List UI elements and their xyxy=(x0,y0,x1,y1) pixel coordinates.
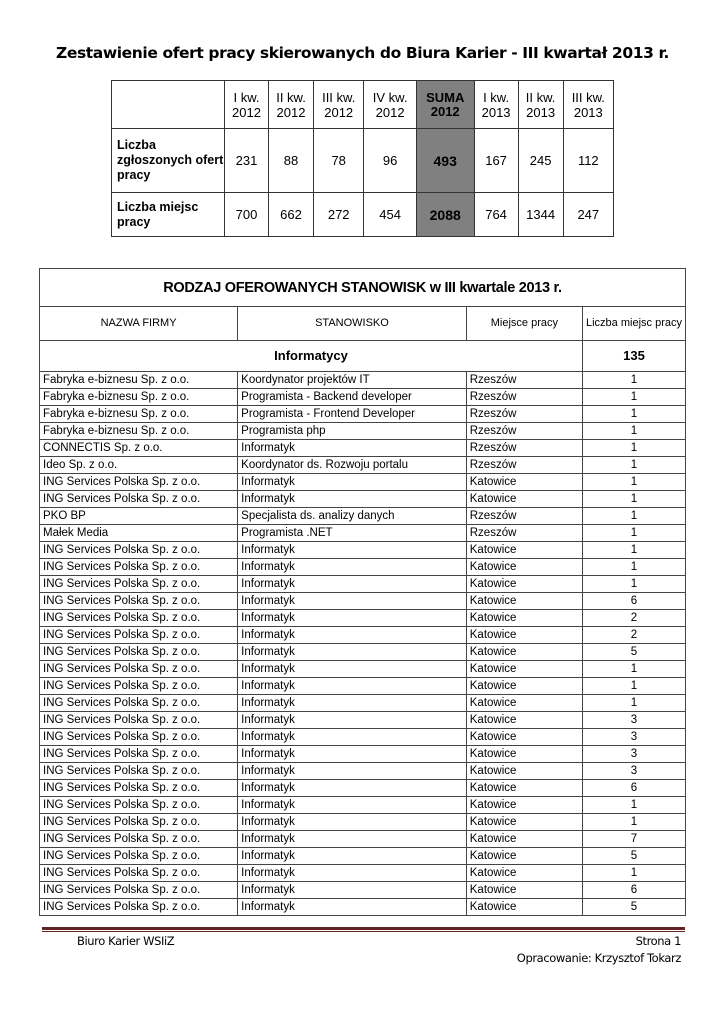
position-cell: Specjalista ds. analizy danych xyxy=(238,508,467,525)
location-cell: Rzeszów xyxy=(466,508,582,525)
company-cell: ING Services Polska Sp. z o.o. xyxy=(40,559,238,576)
column-year: 2012 xyxy=(232,104,261,120)
table-row xyxy=(40,746,686,763)
summary-table xyxy=(111,80,614,237)
table-row xyxy=(40,593,686,610)
position-cell: Informatyk xyxy=(238,559,467,576)
position-cell: Informatyk xyxy=(238,678,467,695)
position-cell: Informatyk xyxy=(238,763,467,780)
table-row xyxy=(40,797,686,814)
count-cell: 1 xyxy=(583,406,686,423)
table-row xyxy=(40,491,686,508)
position-cell: Informatyk xyxy=(238,746,467,763)
position-cell: Informatyk xyxy=(238,899,467,916)
position-cell: Koordynator projektów IT xyxy=(238,372,467,389)
location-cell: Katowice xyxy=(466,814,582,831)
count-cell: 1 xyxy=(583,695,686,712)
company-cell: ING Services Polska Sp. z o.o. xyxy=(40,661,238,678)
table-row xyxy=(40,848,686,865)
count-cell: 1 xyxy=(583,508,686,525)
table-row xyxy=(40,661,686,678)
location-cell: Rzeszów xyxy=(466,457,582,474)
summary-total-cell: 2088 xyxy=(416,193,474,237)
column-year: 2013 xyxy=(481,104,511,120)
summary-value-cell: 96 xyxy=(364,129,416,193)
table-row xyxy=(40,644,686,661)
table-row xyxy=(40,406,686,423)
company-cell: Małek Media xyxy=(40,525,238,542)
header-position: STANOWISKO xyxy=(238,307,467,341)
table-row xyxy=(40,763,686,780)
count-cell: 1 xyxy=(583,661,686,678)
company-cell: PKO BP xyxy=(40,508,238,525)
count-cell: 5 xyxy=(583,848,686,865)
footer-rule xyxy=(42,927,685,930)
location-cell: Katowice xyxy=(466,559,582,576)
summary-value-cell: 112 xyxy=(563,129,613,193)
location-cell: Katowice xyxy=(466,593,582,610)
company-cell: ING Services Polska Sp. z o.o. xyxy=(40,474,238,491)
column-period: I kw. xyxy=(483,89,510,105)
company-cell: ING Services Polska Sp. z o.o. xyxy=(40,610,238,627)
count-cell: 1 xyxy=(583,491,686,508)
column-period: II kw. xyxy=(525,89,556,105)
count-cell: 1 xyxy=(583,865,686,882)
company-cell: Fabryka e-biznesu Sp. z o.o. xyxy=(40,372,238,389)
location-cell: Katowice xyxy=(466,712,582,729)
footer-rule-thin xyxy=(42,931,685,932)
summary-column-header xyxy=(269,81,314,129)
location-cell: Rzeszów xyxy=(466,525,582,542)
count-cell: 1 xyxy=(583,372,686,389)
company-cell: Ideo Sp. z o.o. xyxy=(40,457,238,474)
summary-value-cell: 78 xyxy=(314,129,364,193)
column-year: 2013 xyxy=(573,104,603,120)
table-row xyxy=(40,474,686,491)
column-year: 2012 xyxy=(276,104,306,120)
summary-column-header xyxy=(225,81,269,129)
company-cell: ING Services Polska Sp. z o.o. xyxy=(40,882,238,899)
table-row xyxy=(40,712,686,729)
category-row xyxy=(40,341,686,372)
count-cell: 3 xyxy=(583,729,686,746)
position-cell: Informatyk xyxy=(238,491,467,508)
count-cell: 1 xyxy=(583,542,686,559)
positions-table xyxy=(39,268,686,916)
count-cell: 1 xyxy=(583,576,686,593)
company-cell: ING Services Polska Sp. z o.o. xyxy=(40,865,238,882)
company-cell: ING Services Polska Sp. z o.o. xyxy=(40,542,238,559)
summary-row-label: Liczba zgłoszonych ofert pracy xyxy=(112,129,225,193)
table-row xyxy=(40,695,686,712)
summary-value-cell: 231 xyxy=(225,129,269,193)
table-row xyxy=(40,559,686,576)
count-cell: 1 xyxy=(583,457,686,474)
summary-column-header xyxy=(563,81,613,129)
count-cell: 3 xyxy=(583,746,686,763)
table-row xyxy=(40,831,686,848)
table-row xyxy=(40,678,686,695)
summary-header-row xyxy=(112,81,614,129)
position-cell: Koordynator ds. Rozwoju portalu xyxy=(238,457,467,474)
count-cell: 2 xyxy=(583,610,686,627)
position-cell: Informatyk xyxy=(238,780,467,797)
company-cell: ING Services Polska Sp. z o.o. xyxy=(40,848,238,865)
table-row xyxy=(40,627,686,644)
company-cell: ING Services Polska Sp. z o.o. xyxy=(40,644,238,661)
table-row xyxy=(40,576,686,593)
positions-header-row xyxy=(40,307,686,341)
summary-column-header xyxy=(416,81,474,129)
header-count: Liczba miejsc pracy xyxy=(583,307,686,341)
summary-value-cell: 454 xyxy=(364,193,416,237)
column-period: SUMA xyxy=(426,89,465,105)
count-cell: 6 xyxy=(583,780,686,797)
footer-author: Opracowanie: Krzysztof Tokarz xyxy=(516,951,681,965)
summary-row xyxy=(112,193,614,237)
column-year: 2012 xyxy=(430,103,460,119)
location-cell: Katowice xyxy=(466,695,582,712)
table-row xyxy=(40,389,686,406)
company-cell: ING Services Polska Sp. z o.o. xyxy=(40,763,238,780)
summary-row xyxy=(112,129,614,193)
location-cell: Rzeszów xyxy=(466,440,582,457)
table-row xyxy=(40,542,686,559)
company-cell: ING Services Polska Sp. z o.o. xyxy=(40,576,238,593)
summary-column-header xyxy=(474,81,518,129)
column-year: 2013 xyxy=(526,104,556,120)
company-cell: ING Services Polska Sp. z o.o. xyxy=(40,780,238,797)
summary-value-cell: 245 xyxy=(518,129,563,193)
count-cell: 1 xyxy=(583,423,686,440)
position-cell: Informatyk xyxy=(238,627,467,644)
position-cell: Informatyk xyxy=(238,695,467,712)
table-row xyxy=(40,423,686,440)
summary-column-header xyxy=(364,81,416,129)
count-cell: 6 xyxy=(583,882,686,899)
location-cell: Katowice xyxy=(466,644,582,661)
count-cell: 1 xyxy=(583,814,686,831)
position-cell: Informatyk xyxy=(238,865,467,882)
company-cell: ING Services Polska Sp. z o.o. xyxy=(40,593,238,610)
category-name: Informatycy xyxy=(40,341,583,372)
summary-value-cell: 1344 xyxy=(518,193,563,237)
location-cell: Katowice xyxy=(466,746,582,763)
location-cell: Katowice xyxy=(466,576,582,593)
count-cell: 1 xyxy=(583,474,686,491)
table-row xyxy=(40,899,686,916)
position-cell: Informatyk xyxy=(238,712,467,729)
header-location: Miejsce pracy xyxy=(466,307,582,341)
column-period: II kw. xyxy=(276,89,306,105)
location-cell: Katowice xyxy=(466,797,582,814)
count-cell: 7 xyxy=(583,831,686,848)
category-total: 135 xyxy=(583,341,686,372)
summary-corner-cell xyxy=(112,81,225,129)
column-period: III kw. xyxy=(571,89,605,105)
location-cell: Rzeszów xyxy=(466,423,582,440)
company-cell: ING Services Polska Sp. z o.o. xyxy=(40,797,238,814)
location-cell: Katowice xyxy=(466,474,582,491)
count-cell: 5 xyxy=(583,644,686,661)
position-cell: Programista - Frontend Developer xyxy=(238,406,467,423)
location-cell: Katowice xyxy=(466,627,582,644)
positions-table-title: RODZAJ OFEROWANYCH STANOWISK w III kwartale 2013 r. xyxy=(40,269,686,307)
page-title: Zestawienie ofert pracy skierowanych do Biura Karier - III kwartał 2013 r. xyxy=(56,44,669,62)
location-cell: Katowice xyxy=(466,882,582,899)
position-cell: Informatyk xyxy=(238,576,467,593)
count-cell: 2 xyxy=(583,627,686,644)
location-cell: Katowice xyxy=(466,763,582,780)
location-cell: Katowice xyxy=(466,610,582,627)
position-cell: Informatyk xyxy=(238,814,467,831)
column-period: IV kw. xyxy=(372,89,408,105)
table-row xyxy=(40,729,686,746)
summary-value-cell: 700 xyxy=(225,193,269,237)
summary-value-cell: 764 xyxy=(474,193,518,237)
summary-row-label: Liczba miejsc pracy xyxy=(112,193,225,237)
table-row xyxy=(40,865,686,882)
count-cell: 1 xyxy=(583,559,686,576)
company-cell: ING Services Polska Sp. z o.o. xyxy=(40,712,238,729)
position-cell: Informatyk xyxy=(238,474,467,491)
footer-organization: Biuro Karier WSIiZ xyxy=(77,934,175,948)
table-row xyxy=(40,814,686,831)
position-cell: Informatyk xyxy=(238,848,467,865)
company-cell: Fabryka e-biznesu Sp. z o.o. xyxy=(40,423,238,440)
count-cell: 1 xyxy=(583,797,686,814)
company-cell: ING Services Polska Sp. z o.o. xyxy=(40,491,238,508)
position-cell: Programista php xyxy=(238,423,467,440)
table-row xyxy=(40,457,686,474)
position-cell: Programista .NET xyxy=(238,525,467,542)
summary-value-cell: 662 xyxy=(269,193,314,237)
column-period: III kw. xyxy=(322,89,356,105)
count-cell: 3 xyxy=(583,763,686,780)
location-cell: Katowice xyxy=(466,678,582,695)
table-row xyxy=(40,882,686,899)
summary-value-cell: 88 xyxy=(269,129,314,193)
table-row xyxy=(40,440,686,457)
position-cell: Informatyk xyxy=(238,610,467,627)
column-year: 2012 xyxy=(324,104,354,120)
location-cell: Katowice xyxy=(466,865,582,882)
count-cell: 1 xyxy=(583,678,686,695)
count-cell: 3 xyxy=(583,712,686,729)
position-cell: Informatyk xyxy=(238,661,467,678)
position-cell: Informatyk xyxy=(238,644,467,661)
position-cell: Programista - Backend developer xyxy=(238,389,467,406)
location-cell: Katowice xyxy=(466,661,582,678)
count-cell: 5 xyxy=(583,899,686,916)
location-cell: Rzeszów xyxy=(466,389,582,406)
company-cell: ING Services Polska Sp. z o.o. xyxy=(40,729,238,746)
company-cell: ING Services Polska Sp. z o.o. xyxy=(40,695,238,712)
position-cell: Informatyk xyxy=(238,542,467,559)
position-cell: Informatyk xyxy=(238,831,467,848)
table-row xyxy=(40,372,686,389)
table-row xyxy=(40,780,686,797)
company-cell: ING Services Polska Sp. z o.o. xyxy=(40,627,238,644)
position-cell: Informatyk xyxy=(238,797,467,814)
summary-column-header xyxy=(518,81,563,129)
summary-value-cell: 247 xyxy=(563,193,613,237)
company-cell: ING Services Polska Sp. z o.o. xyxy=(40,814,238,831)
summary-column-header xyxy=(314,81,364,129)
company-cell: ING Services Polska Sp. z o.o. xyxy=(40,831,238,848)
location-cell: Katowice xyxy=(466,780,582,797)
location-cell: Rzeszów xyxy=(466,406,582,423)
summary-value-cell: 167 xyxy=(474,129,518,193)
company-cell: Fabryka e-biznesu Sp. z o.o. xyxy=(40,406,238,423)
table-row xyxy=(40,525,686,542)
header-company: NAZWA FIRMY xyxy=(40,307,238,341)
company-cell: ING Services Polska Sp. z o.o. xyxy=(40,678,238,695)
count-cell: 6 xyxy=(583,593,686,610)
position-cell: Informatyk xyxy=(238,729,467,746)
table-row xyxy=(40,610,686,627)
table-row xyxy=(40,508,686,525)
position-cell: Informatyk xyxy=(238,593,467,610)
company-cell: CONNECTIS Sp. z o.o. xyxy=(40,440,238,457)
location-cell: Katowice xyxy=(466,491,582,508)
position-cell: Informatyk xyxy=(238,882,467,899)
company-cell: Fabryka e-biznesu Sp. z o.o. xyxy=(40,389,238,406)
position-cell: Informatyk xyxy=(238,440,467,457)
count-cell: 1 xyxy=(583,389,686,406)
count-cell: 1 xyxy=(583,440,686,457)
location-cell: Katowice xyxy=(466,542,582,559)
company-cell: ING Services Polska Sp. z o.o. xyxy=(40,746,238,763)
column-year: 2012 xyxy=(375,104,405,120)
location-cell: Rzeszów xyxy=(466,372,582,389)
company-cell: ING Services Polska Sp. z o.o. xyxy=(40,899,238,916)
location-cell: Katowice xyxy=(466,831,582,848)
count-cell: 1 xyxy=(583,525,686,542)
summary-value-cell: 272 xyxy=(314,193,364,237)
location-cell: Katowice xyxy=(466,729,582,746)
footer-page-number: Strona 1 xyxy=(635,934,681,948)
summary-total-cell: 493 xyxy=(416,129,474,193)
location-cell: Katowice xyxy=(466,848,582,865)
location-cell: Katowice xyxy=(466,899,582,916)
column-period: I kw. xyxy=(233,89,260,105)
